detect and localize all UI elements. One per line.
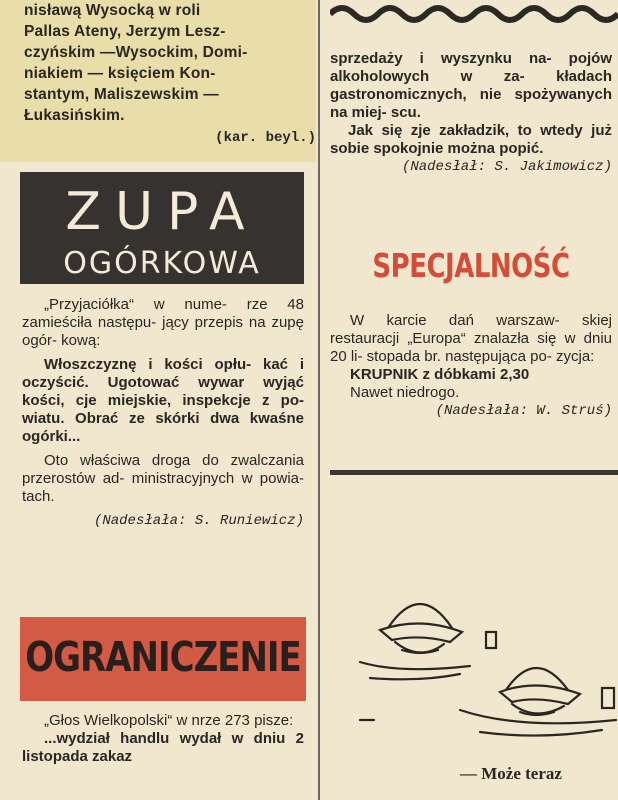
zupa-article: [22, 296, 304, 530]
cartoon-caption: — Może teraz: [460, 764, 562, 783]
ograniczenie-comment: Jak się zje zakładzik, to wtedy już sobie spokojnie można popić.: [330, 122, 612, 157]
specjalnosc-title: SPECJALNOŚĆ: [372, 248, 570, 286]
zupa-signature: (Nadesłała: S. Runiewicz): [93, 513, 304, 529]
ograniczenie-signature: (Nadesłał: S. Jakimowicz): [401, 159, 612, 175]
wavy-rule: [330, 0, 618, 26]
zupa-paragraph-recipe: Włoszczyznę i kości opłu- kać i oczyścić. Ugotować wywar wyjąć kości, cje miejskie, inspekcje z po- wiatu. Obrać ze skórki dwa kwaśne ogórki...: [22, 356, 304, 445]
top-note-line: stantym, Maliszewskim —: [24, 86, 219, 103]
section-rule: [330, 470, 618, 475]
zupa-subtitle: OGÓRKOWA: [63, 246, 261, 281]
zupa-title-box: [20, 172, 304, 284]
zupa-paragraph-intro: „Przyjaciółka“ w nume- rze 48 zamieściła następu- jący przepis na zupę ogór- kową:: [22, 296, 304, 349]
ograniczenie-paragraph-quote: ...wydział handlu wydał w dniu 2 listopada zakaz: [22, 730, 304, 765]
column-divider: [318, 0, 320, 800]
specjalnosc-menu-item: KRUPNIK z dóbkami 2,30: [350, 366, 530, 383]
cartoon-bottle: [486, 632, 496, 648]
ograniczenie-paragraph-intro: „Głos Wielkopolski“ w nrze 273 pisze:: [44, 712, 294, 729]
top-note-line: Pallas Ateny, Jerzym Lesz-: [24, 23, 226, 40]
ograniczenie-title: OGRANICZENIE: [25, 634, 301, 682]
top-note-text: [24, 0, 306, 126]
top-note-highlight: [0, 0, 316, 162]
ograniczenie-title-box: [20, 617, 306, 701]
ograniczenie-quote-continued: sprzedaży i wyszynku na- pojów alkoholowych w za- kładach gastronomicznych, nie spożywanych na miej- scu.: [330, 50, 612, 121]
zupa-title: ZUPA: [65, 182, 259, 242]
cartoon-illustration: [340, 570, 618, 750]
zupa-paragraph-comment: Oto właściwa droga do zwalczania przerostów ad- ministracyjnych w powia- tach.: [22, 452, 304, 505]
ograniczenie-article: [22, 712, 304, 766]
specjalnosc-comment: Nawet niedrogo.: [350, 384, 460, 401]
top-note-line: Łukasińskim.: [24, 107, 125, 124]
top-note-signature: (kar. beyl.): [215, 130, 316, 146]
top-note-line: niakiem — księciem Kon-: [24, 65, 216, 82]
top-note-line: czyńskim —Wysockim, Domi-: [24, 44, 248, 61]
specjalnosc-paragraph-intro: W karcie dań warszaw- skiej restauracji „Europa“ znalazła się w dniu 20 li- stopada br. następująca po- zycja:: [330, 312, 612, 365]
top-note-line: nisławą Wysocką w roli: [24, 2, 201, 19]
specjalnosc-signature: (Nadesłała: W. Struś): [435, 403, 612, 419]
ograniczenie-continuation: [330, 50, 612, 176]
specjalnosc-article: [330, 312, 612, 420]
